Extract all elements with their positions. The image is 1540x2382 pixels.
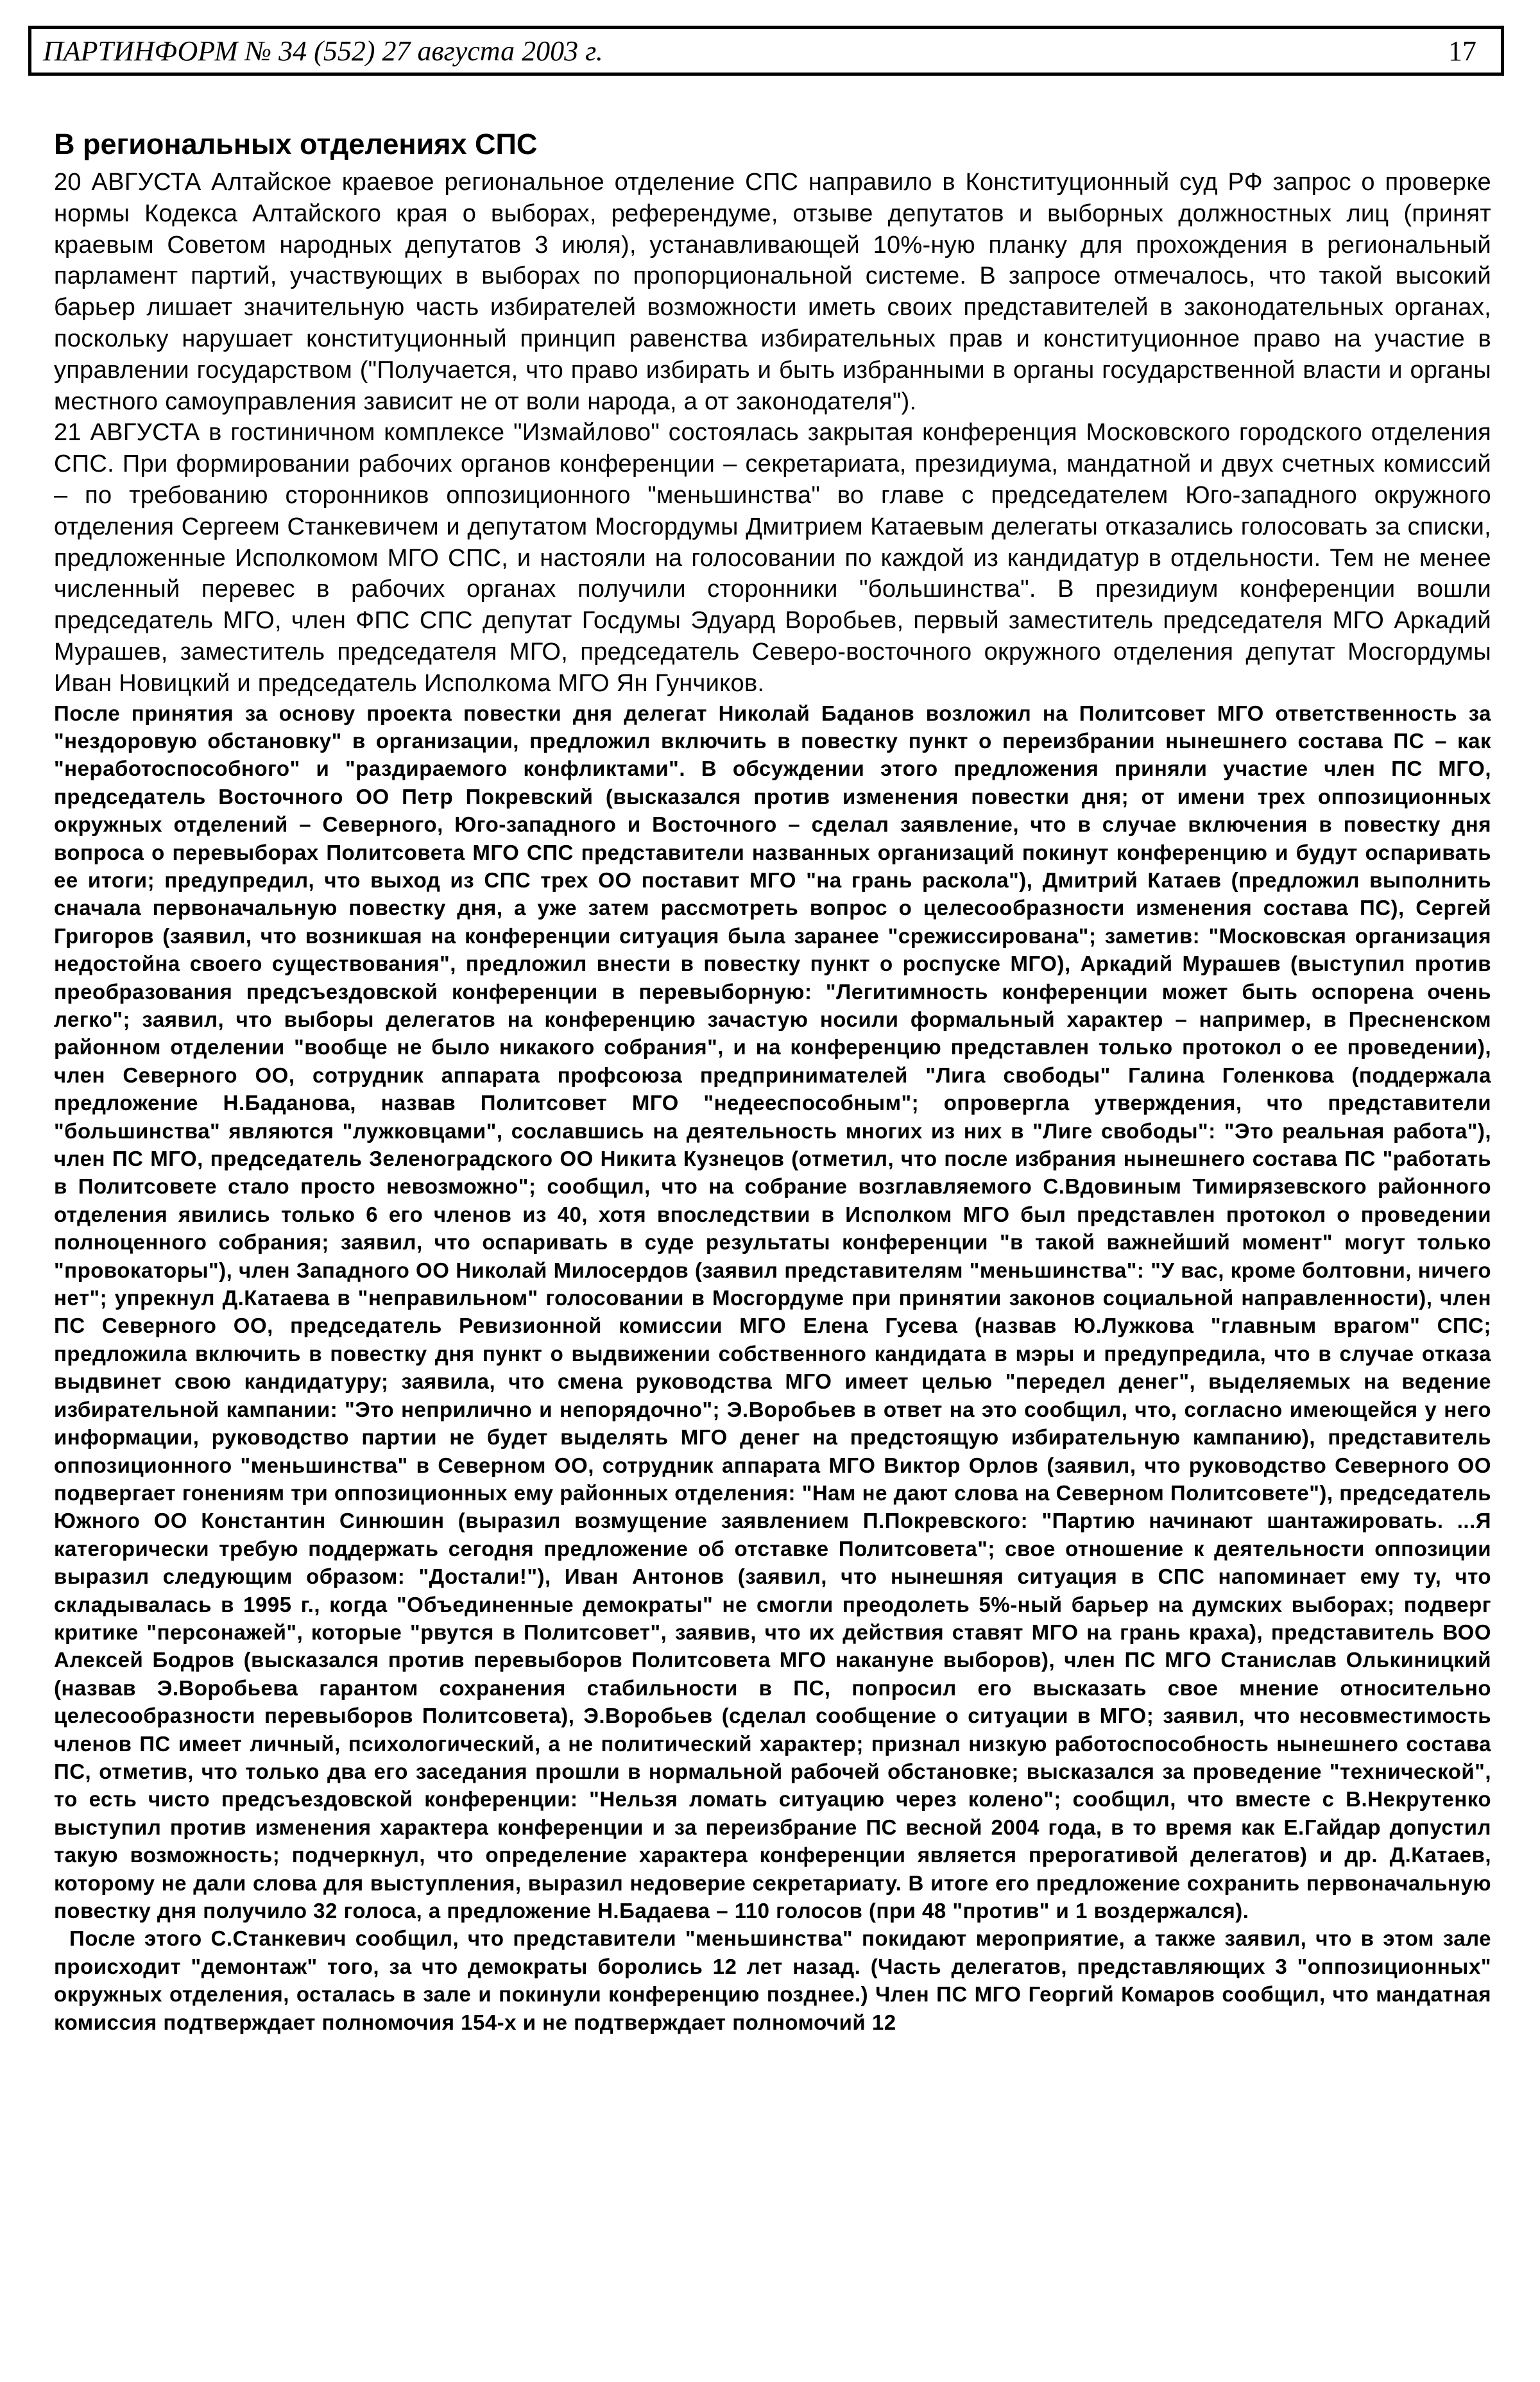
page-number: 17	[1448, 35, 1476, 67]
publication-title: ПАРТИНФОРМ № 34 (552) 27 августа 2003 г.	[43, 35, 603, 67]
paragraph-moscow-conference: 21 АВГУСТА в гостиничном комплексе "Измайлово" состоялась закрытая конференция Московского городского отделения СПС. При формировании рабочих органов конференции – секретариата, президиума, мандатной и двух счетных комиссий – по требованию сторонников оппозиционного "меньшинства" во главе с председателем Юго-западного окружного отделения Сергеем Станкевичем и депутатом Мосгордумы Дмитрием Катаевым делегаты отказались голосовать за списки, предложенные Исполкомом МГО СПС, и настояли на голосовании по каждой из кандидатур в отдельности. Тем не менее численный перевес в рабочих органах получили сторонники "большинства". В президиум конференции вошли председатель МГО, член ФПС СПС депутат Госдумы Эдуард Воробьев, первый заместитель председателя МГО Аркадий Мурашев, заместитель председателя МГО, председатель Северо-восточного окружного отделения депутат Мосгордумы Иван Новицкий и председатель Исполкома МГО Ян Гунчиков.	[54, 419, 1491, 697]
article-body	[54, 127, 1491, 2036]
page-header	[28, 26, 1504, 76]
paragraph-altai: 20 АВГУСТА Алтайское краевое региональное отделение СПС направило в Конституционный суд РФ запрос о проверке нормы Кодекса Алтайского края о выборах, референдуме, отзыве депутатов и выборных должностных лиц (принят краевым Советом народных депутатов 3 июля), устанавливающей 10%-ную планку для прохождения в региональный парламент партий, участвующих в выборах по пропорциональной системе. В запросе отмечалось, что такой высокий барьер лишает значительную часть избирателей возможности иметь своих представителей в законодательных органах, поскольку нарушает конституционный принцип равенства избирательных прав и конституционное право на участие в управлении государством ("Получается, что право избирать и быть избранными в органы государственной власти и органы местного самоуправления зависит не от воли народа, а от законодателя").	[54, 169, 1491, 415]
section-heading: В региональных отделениях СПС	[54, 128, 538, 160]
paragraph-minority-exit: После этого С.Станкевич сообщил, что представители "меньшинства" покидают мероприятие, а также заявил, что в этом зале происходит "демонтаж" того, за что демократы боролись 12 лет назад. (Часть делегатов, представляющих 3 "оппозиционных" окружных отделения, осталась в зале и покинули конференцию позднее.) Член ПС МГО Георгий Комаров сообщил, что мандатная комиссия подтверждает полномочия 154-х и не подтверждает полномочий 12	[54, 1926, 1491, 2034]
paragraph-agenda-debate: После принятия за основу проекта повестки дня делегат Николай Баданов возложил на Политсовет МГО ответственность за "нездоровую обстановку" в организации, предложил включить в повестку пункт о переизбрании нынешнего состава ПС – как "неработоспособного" и "раздираемого конфликтами". В обсуждении этого предложения приняли участие член ПС МГО, председатель Восточного ОО Петр Покревский (высказался против изменения повестки дня; от имени трех оппозиционных окружных отделений – Северного, Юго-западного и Восточного – сделал заявление, что в случае включения в повестку дня вопроса о перевыборах Политсовета МГО СПС представители названных организаций покинут конференцию и будут оспаривать ее итоги; предупредил, что выход из СПС трех ОО поставит МГО "на грань раскола"), Дмитрий Катаев (предложил выполнить сначала первоначальную повестку дня, а уже затем рассмотреть вопрос о целесообразности изменения состава ПС), Сергей Григоров (заявил, что возникшая на конференции ситуация была заранее "срежиссирована"; заметив: "Московская организация недостойна своего существования", предложил внести в повестку пункт о роспуске МГО), Аркадий Мурашев (выступил против преобразования предсъездовской конференции в перевыборную: "Легитимность конференции может быть оспорена очень легко"; заявил, что выборы делегатов на конференцию зачастую носили формальный характер – например, в Пресненском районном отделении "вообще не было никакого собрания", и на конференцию представлен только протокол о ее проведении), член Северного ОО, сотрудник аппарата профсоюза предпринимателей "Лига свободы" Галина Голенкова (поддержала предложение Н.Баданова, назвав Политсовет МГО "недееспособным"; опровергла утверждения, что представители "большинства" являются "лужковцами", сославшись на деятельность многих из них в "Лиге свободы": "Это реальная работа"), член ПС МГО, председатель Зеленоградского ОО Никита Кузнецов (отметил, что после избрания нынешнего состава ПС "работать в Политсовете стало просто невозможно"; сообщил, что на собрание возглавляемого С.Вдовиным Тимирязевского районного отделения явились только 6 его членов из 40, хотя впоследствии в Исполком МГО был представлен протокол о проведении полноценного собрания; заявил, что оспаривать в суде результаты конференции "в такой важнейший момент" могут только "провокаторы"), член Западного ОО Николай Милосердов (заявил представителям "меньшинства": "У вас, кроме болтовни, ничего нет"; упрекнул Д.Катаева в "неправильном" голосовании в Мосгордуме при принятии законов социальной направленности), член ПС Северного ОО, председатель Ревизионной комиссии МГО Елена Гусева (назвав Ю.Лужкова "главным врагом" СПС; предложила включить в повестку дня пункт о выдвижении собственного кандидата в мэры и предупредила, что в случае отказа выдвинет свою кандидатуру; заявила, что смена руководства МГО имеет целью "передел денег", выделяемых на ведение избирательной кампании: "Это неприлично и непорядочно"; Э.Воробьев в ответ на это сообщил, что, согласно имеющейся у него информации, руководство партии не будет выделять МГО денег на предстоящую избирательную кампанию), представитель оппозиционного "меньшинства" в Северном ОО, сотрудник аппарата МГО Виктор Орлов (заявил, что руководство Северного ОО подвергает гонениям три оппозиционных ему районных отделения: "Нам не дают слова на Северном Политсовете"), председатель Южного ОО Константин Синюшин (выразил возмущение заявлением П.Покревского: "Партию начинают шантажировать. ...Я категорически требую поддержать сегодня предложение об отставке Политсовета"; свое отношение к деятельности оппозиции выразил следующим образом: "Достали!"), Иван Антонов (заявил, что нынешняя ситуация в СПС напоминает ему ту, что складывалась в 1995 г., когда "Объединенные демократы" не смогли преодолеть 5%-ный барьер на думских выборах; подверг критике "персонажей", которые "рвутся в Политсовет", заявив, что их действия ставят МГО на грань краха), представитель ВОО Алексей Бодров (высказался против перевыборов Политсовета МГО накануне выборов), член ПС МГО Станислав Олькиницкий (назвав Э.Воробьева гарантом сохранения стабильности в ПС, попросил его высказать свое мнение относительно целесообразности перевыборов Политсовета), Э.Воробьев (сделал сообщение о ситуации в МГО; заявил, что несовместимость членов ПС имеет личный, психологический, а не политический характер; признал низкую работоспособность нынешнего состава ПС, отметив, что только два его заседания прошли в нормальной рабочей обстановке; высказался за проведение "технической", то есть чисто предсъездовской конференции: "Нельзя ломать ситуацию через колено"; сообщил, что вместе с В.Некрутенко выступил против изменения характера конференции и за переизбрание ПС весной 2004 года, в то время как Е.Гайдар допустил такую возможность; подчеркнул, что определение характера конференции является прерогативой делегатов) и др. Д.Катаев, которому не дали слова для выступления, выразил недоверие секретариату. В итоге его предложение сохранить первоначальную повестку дня получило 32 голоса, а предложение Н.Бадаева – 110 голосов (при 48 "против" и 1 воздержался).	[54, 701, 1491, 1923]
